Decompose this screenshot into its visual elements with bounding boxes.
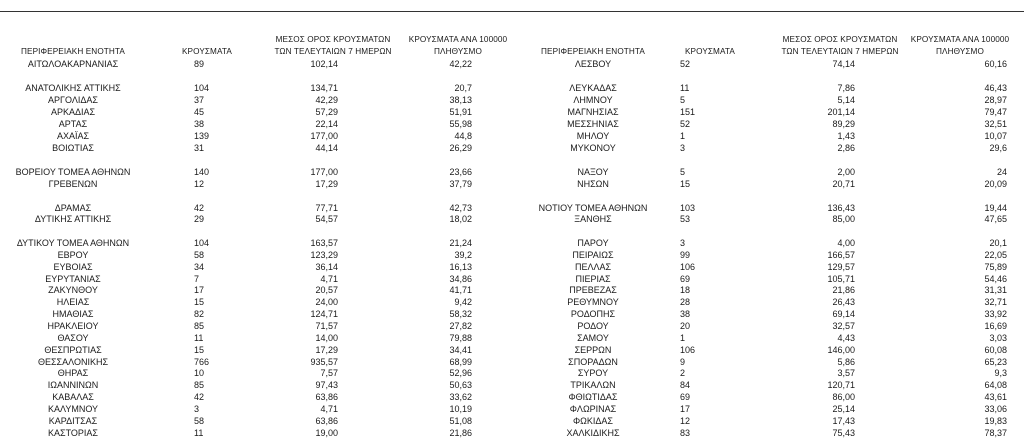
- left-row-region-cell: ΙΩΑΝΝΙΝΩΝ: [47, 380, 99, 390]
- left-row-per100k-cell: 23,66: [449, 167, 472, 177]
- right-row-cases-cell: 38: [680, 309, 691, 319]
- left-row-per100k-cell: 34,86: [449, 274, 472, 284]
- left-header-per100k-line1: ΚΡΟΥΣΜΑΤΑ ΑΝΑ 100000: [408, 35, 508, 44]
- right-row-avg-cell: 32,57: [832, 321, 855, 331]
- right-row-region-cell: ΦΛΩΡΙΝΑΣ: [569, 404, 617, 414]
- right-row-avg-cell: 3,57: [837, 368, 855, 378]
- right-row-cases-cell: 17: [680, 404, 691, 414]
- left-row-cases-cell: 17: [194, 285, 205, 295]
- right-row-cases-cell: 99: [680, 250, 691, 260]
- right-row-cases-cell: 53: [680, 214, 691, 224]
- left-row-avg-cell: 22,14: [315, 119, 338, 129]
- right-row-per100k-cell: 20,1: [989, 238, 1007, 248]
- left-row-avg-cell: 97,43: [315, 380, 338, 390]
- left-row-per100k-cell: 42,22: [449, 59, 472, 69]
- left-row-per100k-cell: 20,7: [454, 83, 472, 93]
- right-row-per100k-cell: 54,46: [984, 274, 1007, 284]
- left-row-cases-cell: 58: [194, 416, 205, 426]
- right-row-cases-cell: 1: [680, 333, 686, 343]
- left-row-region-cell: ΘΑΣΟΥ: [57, 333, 89, 343]
- left-row-cases-cell: 85: [194, 380, 205, 390]
- left-row-per100k-cell: 21,24: [449, 238, 472, 248]
- left-row-avg-cell: 4,71: [320, 404, 338, 414]
- right-row-avg-cell: 120,71: [827, 380, 855, 390]
- left-row-per100k-cell: 16,13: [449, 262, 472, 272]
- right-row-per100k-cell: 79,47: [984, 107, 1007, 117]
- right-row-cases-cell: 52: [680, 119, 691, 129]
- left-row-per100k-cell: 9,42: [454, 297, 472, 307]
- left-row-cases-cell: 42: [194, 392, 205, 402]
- left-row-cases-cell: 104: [194, 83, 210, 93]
- right-row-region-cell: ΜΕΣΣΗΝΙΑΣ: [567, 119, 619, 129]
- right-row-region-cell: ΣΠΟΡΑΔΩΝ: [568, 357, 618, 367]
- left-header-avg-line2: ΤΩΝ ΤΕΛΕΥΤΑΙΩΝ 7 ΗΜΕΡΩΝ: [274, 47, 392, 56]
- right-row-cases-cell: 20: [680, 321, 691, 331]
- left-header-cases: ΚΡΟΥΣΜΑΤΑ: [182, 47, 232, 56]
- right-row-region-cell: ΠΙΕΡΙΑΣ: [575, 274, 611, 284]
- left-row-avg-cell: 177,00: [310, 131, 338, 141]
- right-row-cases-cell: 5: [680, 167, 686, 177]
- left-row-region-cell: ΔΥΤΙΚΗΣ ΑΤΤΙΚΗΣ: [34, 214, 112, 224]
- right-row-region-cell: ΞΑΝΘΗΣ: [574, 214, 612, 224]
- left-row-per100k-cell: 51,91: [449, 107, 472, 117]
- left-row-avg-cell: 19,00: [315, 428, 338, 438]
- right-row-cases-cell: 3: [680, 238, 686, 248]
- left-row-region-cell: ΔΥΤΙΚΟΥ ΤΟΜΕΑ ΑΘΗΝΩΝ: [16, 238, 130, 248]
- right-row-region-cell: ΡΕΘΥΜΝΟΥ: [567, 297, 619, 307]
- left-row-per100k-cell: 44,8: [454, 131, 472, 141]
- left-row-cases-cell: 10: [194, 368, 205, 378]
- left-row-per100k-cell: 55,98: [449, 119, 472, 129]
- right-row-avg-cell: 5,14: [837, 95, 855, 105]
- right-row-region-cell: ΝΟΤΙΟΥ ΤΟΜΕΑ ΑΘΗΝΩΝ: [538, 203, 648, 213]
- left-row-cases-cell: 11: [194, 333, 204, 343]
- left-row-cases-cell: 82: [194, 309, 205, 319]
- left-row-per100k-cell: 10,19: [449, 404, 472, 414]
- right-row-region-cell: ΠΑΡΟΥ: [577, 238, 609, 248]
- right-row-per100k-cell: 10,07: [984, 131, 1007, 141]
- right-row-per100k-cell: 75,89: [984, 262, 1007, 272]
- right-row-avg-cell: 17,43: [832, 416, 855, 426]
- left-row-avg-cell: 102,14: [310, 59, 338, 69]
- right-row-avg-cell: 86,00: [832, 392, 855, 402]
- right-header-avg-line2: ΤΩΝ ΤΕΛΕΥΤΑΙΩΝ 7 ΗΜΕΡΩΝ: [781, 47, 899, 56]
- left-row-region-cell: ΕΥΡΥΤΑΝΙΑΣ: [45, 274, 101, 284]
- right-row-per100k-cell: 32,71: [984, 297, 1007, 307]
- left-row-cases-cell: 139: [194, 131, 210, 141]
- left-row-per100k-cell: 34,41: [449, 345, 472, 355]
- left-header-per100k-line2: ΠΛΗΘΥΣΜΟ: [434, 47, 482, 56]
- left-row-cases-cell: 31: [194, 143, 205, 153]
- left-row-avg-cell: 163,57: [310, 238, 338, 248]
- left-row-avg-cell: 36,14: [315, 262, 338, 272]
- left-row-cases-cell: 58: [194, 250, 205, 260]
- right-row-cases-cell: 151: [680, 107, 696, 117]
- left-row-avg-cell: 57,29: [315, 107, 338, 117]
- right-row-per100k-cell: 47,65: [984, 214, 1007, 224]
- right-row-cases-cell: 28: [680, 297, 691, 307]
- right-row-avg-cell: 129,57: [827, 262, 855, 272]
- left-row-per100k-cell: 41,71: [449, 285, 472, 295]
- left-row-cases-cell: 3: [194, 404, 200, 414]
- right-row-per100k-cell: 16,69: [984, 321, 1007, 331]
- right-row-avg-cell: 69,14: [832, 309, 855, 319]
- left-row-avg-cell: 44,14: [315, 143, 338, 153]
- left-row-region-cell: ΗΛΕΙΑΣ: [56, 297, 90, 307]
- right-row-cases-cell: 69: [680, 274, 691, 284]
- right-row-region-cell: ΠΡΕΒΕΖΑΣ: [569, 285, 617, 295]
- right-row-region-cell: ΠΕΙΡΑΙΩΣ: [572, 250, 614, 260]
- right-row-per100k-cell: 20,09: [984, 179, 1007, 189]
- left-row-avg-cell: 7,57: [320, 368, 338, 378]
- left-row-avg-cell: 54,57: [315, 214, 338, 224]
- left-row-cases-cell: 7: [194, 274, 200, 284]
- left-row-region-cell: ΕΒΡΟΥ: [57, 250, 89, 260]
- left-row-cases-cell: 37: [194, 95, 205, 105]
- left-row-cases-cell: 89: [194, 59, 205, 69]
- left-row-cases-cell: 15: [194, 297, 205, 307]
- right-row-region-cell: ΤΡΙΚΑΛΩΝ: [570, 380, 616, 390]
- left-row-per100k-cell: 27,82: [449, 321, 472, 331]
- left-row-per100k-cell: 37,79: [449, 179, 472, 189]
- right-row-avg-cell: 4,00: [837, 238, 855, 248]
- right-row-cases-cell: 1: [680, 131, 686, 141]
- left-row-cases-cell: 85: [194, 321, 205, 331]
- left-row-region-cell: ΚΑΣΤΟΡΙΑΣ: [48, 428, 98, 438]
- left-row-region-cell: ΖΑΚΥΝΘΟΥ: [48, 285, 98, 295]
- right-row-per100k-cell: 19,83: [984, 416, 1007, 426]
- left-row-per100k-cell: 68,99: [449, 357, 472, 367]
- right-row-cases-cell: 69: [680, 392, 691, 402]
- left-row-avg-cell: 123,29: [310, 250, 338, 260]
- right-row-avg-cell: 4,43: [837, 333, 855, 343]
- right-header-per100k-line1: ΚΡΟΥΣΜΑΤΑ ΑΝΑ 100000: [910, 35, 1010, 44]
- left-row-region-cell: ΘΕΣΣΑΛΟΝΙΚΗΣ: [37, 357, 109, 367]
- right-row-per100k-cell: 33,06: [984, 404, 1007, 414]
- right-header-per100k-line2: ΠΛΗΘΥΣΜΟ: [936, 47, 984, 56]
- right-row-region-cell: ΜΑΓΝΗΣΙΑΣ: [567, 107, 619, 117]
- right-row-avg-cell: 146,00: [827, 345, 855, 355]
- right-row-avg-cell: 2,86: [837, 143, 855, 153]
- right-row-region-cell: ΜΥΚΟΝΟΥ: [570, 143, 616, 153]
- left-row-per100k-cell: 38,13: [449, 95, 472, 105]
- right-row-region-cell: ΦΘΙΩΤΙΔΑΣ: [568, 392, 618, 402]
- left-row-avg-cell: 935,57: [310, 357, 338, 367]
- left-row-region-cell: ΑΡΚΑΔΙΑΣ: [50, 107, 96, 117]
- left-row-avg-cell: 14,00: [315, 333, 338, 343]
- left-row-region-cell: ΗΜΑΘΙΑΣ: [52, 309, 94, 319]
- right-row-avg-cell: 1,43: [837, 131, 855, 141]
- right-row-per100k-cell: 65,23: [984, 357, 1007, 367]
- left-row-per100k-cell: 26,29: [449, 143, 472, 153]
- left-row-region-cell: ΕΥΒΟΙΑΣ: [53, 262, 93, 272]
- left-row-per100k-cell: 51,08: [449, 416, 472, 426]
- right-row-cases-cell: 2: [680, 368, 686, 378]
- right-row-avg-cell: 75,43: [832, 428, 855, 438]
- right-row-cases-cell: 9: [680, 357, 686, 367]
- left-row-region-cell: ΚΑΡΔΙΤΣΑΣ: [48, 416, 98, 426]
- right-row-cases-cell: 52: [680, 59, 691, 69]
- right-row-per100k-cell: 46,43: [984, 83, 1007, 93]
- right-row-cases-cell: 5: [680, 95, 686, 105]
- left-header-region: ΠΕΡΙΦΕΡΕΙΑΚΗ ΕΝΟΤΗΤΑ: [21, 47, 125, 56]
- right-row-per100k-cell: 29,6: [989, 143, 1007, 153]
- left-row-avg-cell: 63,86: [315, 392, 338, 402]
- left-row-cases-cell: 104: [194, 238, 210, 248]
- left-row-cases-cell: 766: [194, 357, 210, 367]
- right-row-region-cell: ΛΕΥΚΑΔΑΣ: [569, 83, 617, 93]
- left-row-per100k-cell: 39,2: [454, 250, 472, 260]
- left-row-cases-cell: 12: [194, 179, 205, 189]
- right-row-per100k-cell: 3,03: [989, 333, 1007, 343]
- right-row-avg-cell: 166,57: [827, 250, 855, 260]
- left-row-region-cell: ΑΧΑΪΑΣ: [56, 131, 90, 141]
- right-row-region-cell: ΡΟΔΟΠΗΣ: [570, 309, 616, 319]
- right-row-avg-cell: 105,71: [827, 274, 855, 284]
- right-row-per100k-cell: 78,37: [984, 428, 1007, 438]
- right-row-region-cell: ΝΑΞΟΥ: [577, 167, 609, 177]
- right-row-per100k-cell: 31,31: [984, 285, 1007, 295]
- left-row-per100k-cell: 52,96: [449, 368, 472, 378]
- right-row-region-cell: ΣΕΡΡΩΝ: [574, 345, 612, 355]
- left-row-avg-cell: 77,71: [315, 203, 338, 213]
- right-row-region-cell: ΠΕΛΛΑΣ: [574, 262, 612, 272]
- left-row-region-cell: ΚΑΛΥΜΝΟΥ: [47, 404, 99, 414]
- right-row-region-cell: ΦΩΚΙΔΑΣ: [573, 416, 613, 426]
- left-row-cases-cell: 34: [194, 262, 205, 272]
- left-row-cases-cell: 140: [194, 167, 210, 177]
- left-row-region-cell: ΔΡΑΜΑΣ: [54, 203, 92, 213]
- right-row-region-cell: ΡΟΔΟΥ: [577, 321, 609, 331]
- right-row-per100k-cell: 28,97: [984, 95, 1007, 105]
- left-row-avg-cell: 17,29: [315, 179, 338, 189]
- left-row-avg-cell: 63,86: [315, 416, 338, 426]
- right-row-avg-cell: 20,71: [832, 179, 855, 189]
- right-header-region: ΠΕΡΙΦΕΡΕΙΑΚΗ ΕΝΟΤΗΤΑ: [541, 47, 645, 56]
- right-row-cases-cell: 83: [680, 428, 691, 438]
- left-row-region-cell: ΗΡΑΚΛΕΙΟΥ: [47, 321, 99, 331]
- left-row-cases-cell: 15: [194, 345, 205, 355]
- left-row-region-cell: ΒΟΙΩΤΙΑΣ: [52, 143, 94, 153]
- right-row-avg-cell: 26,43: [832, 297, 855, 307]
- left-row-region-cell: ΚΑΒΑΛΑΣ: [52, 392, 94, 402]
- left-row-per100k-cell: 79,88: [449, 333, 472, 343]
- right-row-cases-cell: 3: [680, 143, 686, 153]
- left-row-per100k-cell: 21,86: [449, 428, 472, 438]
- right-row-avg-cell: 85,00: [832, 214, 855, 224]
- left-row-avg-cell: 71,57: [315, 321, 338, 331]
- right-row-cases-cell: 11: [680, 83, 690, 93]
- left-row-per100k-cell: 50,63: [449, 380, 472, 390]
- right-row-per100k-cell: 64,08: [984, 380, 1007, 390]
- right-row-cases-cell: 103: [680, 203, 696, 213]
- left-row-cases-cell: 42: [194, 203, 205, 213]
- right-row-avg-cell: 5,86: [837, 357, 855, 367]
- left-row-avg-cell: 124,71: [310, 309, 338, 319]
- right-row-region-cell: ΛΕΣΒΟΥ: [574, 59, 612, 69]
- left-row-region-cell: ΑΝΑΤΟΛΙΚΗΣ ΑΤΤΙΚΗΣ: [25, 83, 121, 93]
- right-header-avg-line1: ΜΕΣΟΣ ΟΡΟΣ ΚΡΟΥΣΜΑΤΩΝ: [782, 35, 898, 44]
- right-row-region-cell: ΣΥΡΟΥ: [577, 368, 609, 378]
- right-header-cases: ΚΡΟΥΣΜΑΤΑ: [685, 47, 735, 56]
- left-row-avg-cell: 17,29: [315, 345, 338, 355]
- right-row-per100k-cell: 60,08: [984, 345, 1007, 355]
- right-row-per100k-cell: 43,61: [984, 392, 1007, 402]
- right-row-region-cell: ΣΑΜΟΥ: [577, 333, 609, 343]
- right-row-per100k-cell: 19,44: [984, 203, 1007, 213]
- right-row-per100k-cell: 24: [996, 167, 1007, 177]
- right-row-per100k-cell: 9,3: [994, 368, 1007, 378]
- left-row-region-cell: ΑΡΤΑΣ: [58, 119, 88, 129]
- left-row-cases-cell: 11: [194, 428, 204, 438]
- left-row-region-cell: ΑΡΓΟΛΙΔΑΣ: [48, 95, 98, 105]
- right-row-region-cell: ΛΗΜΝΟΥ: [573, 95, 613, 105]
- right-row-avg-cell: 7,86: [837, 83, 855, 93]
- left-row-per100k-cell: 33,62: [449, 392, 472, 402]
- right-row-per100k-cell: 22,05: [984, 250, 1007, 260]
- left-row-avg-cell: 134,71: [310, 83, 338, 93]
- left-row-region-cell: ΒΟΡΕΙΟΥ ΤΟΜΕΑ ΑΘΗΝΩΝ: [15, 167, 131, 177]
- left-row-region-cell: ΓΡΕΒΕΝΩΝ: [48, 179, 98, 189]
- right-row-avg-cell: 2,00: [837, 167, 855, 177]
- right-row-region-cell: ΧΑΛΚΙΔΙΚΗΣ: [566, 428, 620, 438]
- left-row-per100k-cell: 58,32: [449, 309, 472, 319]
- left-row-per100k-cell: 18,02: [449, 214, 472, 224]
- left-row-avg-cell: 177,00: [310, 167, 338, 177]
- right-row-avg-cell: 89,29: [832, 119, 855, 129]
- right-row-cases-cell: 106: [680, 262, 696, 272]
- left-row-avg-cell: 20,57: [315, 285, 338, 295]
- right-row-avg-cell: 25,14: [832, 404, 855, 414]
- left-row-cases-cell: 38: [194, 119, 205, 129]
- left-row-region-cell: ΑΙΤΩΛΟΑΚΑΡΝΑΝΙΑΣ: [27, 59, 119, 69]
- right-row-avg-cell: 21,86: [832, 285, 855, 295]
- left-row-per100k-cell: 42,73: [449, 203, 472, 213]
- right-row-cases-cell: 15: [680, 179, 691, 189]
- left-row-region-cell: ΘΗΡΑΣ: [57, 368, 89, 378]
- left-header-avg-line1: ΜΕΣΟΣ ΟΡΟΣ ΚΡΟΥΣΜΑΤΩΝ: [275, 35, 391, 44]
- right-row-region-cell: ΝΗΣΩΝ: [577, 179, 609, 189]
- right-row-region-cell: ΜΗΛΟΥ: [576, 131, 610, 141]
- left-row-avg-cell: 42,29: [315, 95, 338, 105]
- right-row-per100k-cell: 33,92: [984, 309, 1007, 319]
- left-row-avg-cell: 4,71: [320, 274, 338, 284]
- right-row-cases-cell: 84: [680, 380, 691, 390]
- right-row-avg-cell: 201,14: [827, 107, 855, 117]
- left-row-avg-cell: 24,00: [315, 297, 338, 307]
- left-row-cases-cell: 45: [194, 107, 205, 117]
- right-row-cases-cell: 18: [680, 285, 691, 295]
- right-row-per100k-cell: 32,51: [984, 119, 1007, 129]
- right-row-per100k-cell: 60,16: [984, 59, 1007, 69]
- left-row-region-cell: ΘΕΣΠΡΩΤΙΑΣ: [44, 345, 102, 355]
- right-row-avg-cell: 74,14: [832, 59, 855, 69]
- left-row-cases-cell: 29: [194, 214, 205, 224]
- right-row-cases-cell: 106: [680, 345, 696, 355]
- top-rule: [0, 11, 1024, 12]
- right-row-avg-cell: 136,43: [827, 203, 855, 213]
- right-row-cases-cell: 12: [680, 416, 691, 426]
